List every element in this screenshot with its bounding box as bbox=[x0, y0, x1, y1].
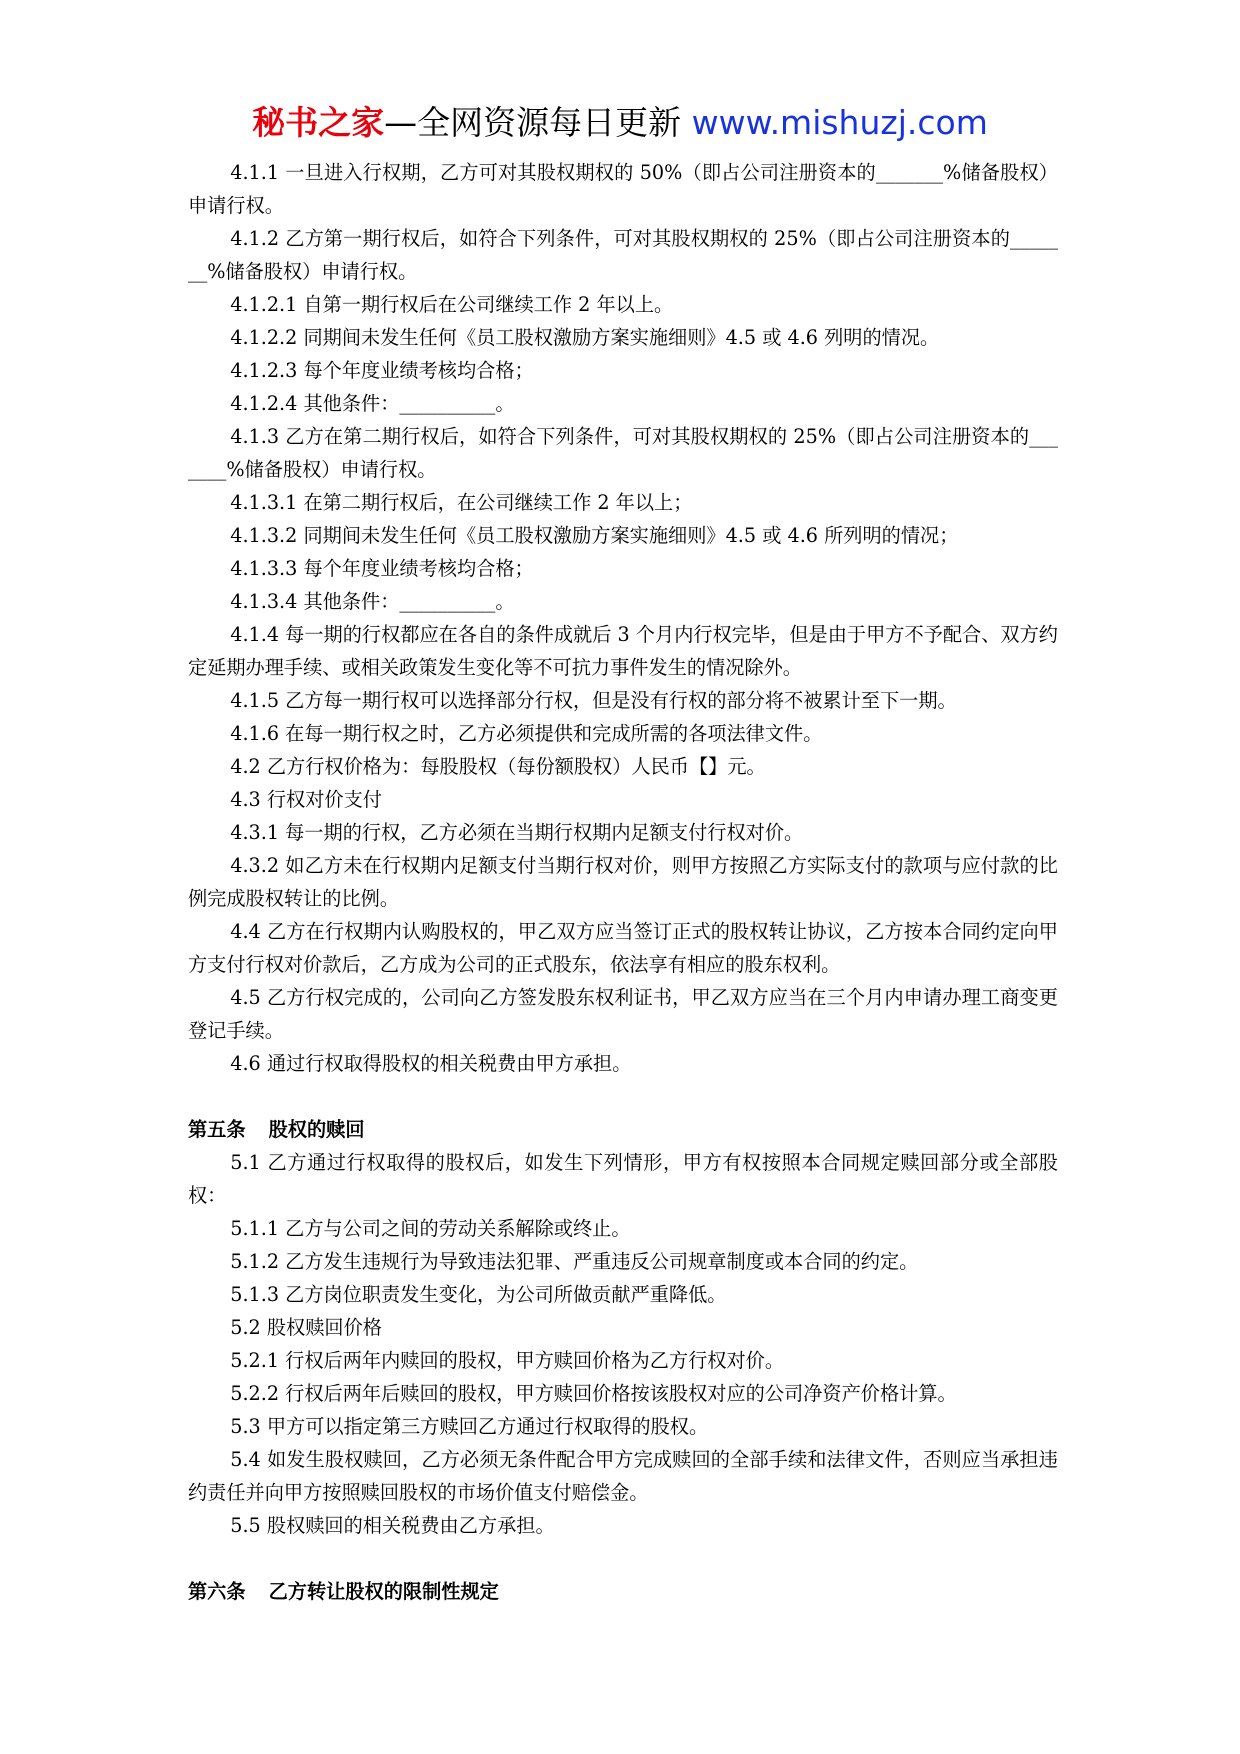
clause-4-1-6: 4.1.6 在每一期行权之时，乙方必须提供和完成所需的各项法律文件。 bbox=[230, 722, 823, 745]
clause-4-4: 4.4 乙方在行权期内认购股权的，甲乙双方应当签订正式的股权转让协议，乙方按本合同约定向甲方支付行权对价款后，乙方成为公司的正式股东，依法享有相应的股东权利。 bbox=[188, 920, 1058, 976]
clause-5-1-3: 5.1.3 乙方岗位职责发生变化，为公司所做贡献严重降低。 bbox=[230, 1283, 727, 1306]
clause-4-1-3-1: 4.1.3.1 在第二期行权后，在公司继续工作 2 年以上； bbox=[230, 491, 693, 514]
clause-4-6: 4.6 通过行权取得股权的相关税费由甲方承担。 bbox=[230, 1052, 632, 1075]
section-5-number: 第五条 bbox=[188, 1118, 246, 1141]
clause-5-1: 5.1 乙方通过行权取得的股权后，如发生下列情形，甲方有权按照本合同规定赎回部分或全部股权： bbox=[188, 1151, 1058, 1207]
section-5-heading bbox=[188, 1113, 1058, 1146]
clause-5-2: 5.2 股权赎回价格 bbox=[230, 1316, 382, 1339]
clause-5-2-2: 5.2.2 行权后两年后赎回的股权，甲方赎回价格按该股权对应的公司净资产价格计算。 bbox=[230, 1382, 957, 1405]
watermark-tagline: —全网资源每日更新 bbox=[384, 103, 692, 142]
clause-4-1-1: 4.1.1 一旦进入行权期，乙方可对其股权期权的 50%（即占公司注册资本的_______%储备股权）申请行权。 bbox=[188, 161, 1058, 217]
clause-5-1-2: 5.1.2 乙方发生违规行为导致违法犯罪、严重违反公司规章制度或本合同的约定。 bbox=[230, 1250, 919, 1273]
clause-4-1-2-2: 4.1.2.2 同期间未发生任何《员工股权激励方案实施细则》4.5 或 4.6 列明的情况。 bbox=[230, 326, 940, 349]
clause-5-3: 5.3 甲方可以指定第三方赎回乙方通过行权取得的股权。 bbox=[230, 1415, 709, 1438]
watermark-banner bbox=[0, 100, 1240, 146]
clause-4-3-2: 4.3.2 如乙方未在行权期内足额支付当期行权对价，则甲方按照乙方实际支付的款项与应付款的比例完成股权转让的比例。 bbox=[188, 854, 1058, 910]
watermark-brand: 秘书之家 bbox=[252, 103, 385, 142]
document-body bbox=[188, 156, 1058, 1608]
clause-4-1-3-4: 4.1.3.4 其他条件：__________。 bbox=[230, 590, 515, 613]
clause-4-1-4: 4.1.4 每一期的行权都应在各自的条件成就后 3 个月内行权完毕，但是由于甲方不予配合、双方约定延期办理手续、或相关政策发生变化等不可抗力事件发生的情况除外。 bbox=[188, 623, 1058, 679]
clause-4-1-2: 4.1.2 乙方第一期行权后，如符合下列条件，可对其股权期权的 25%（即占公司注册资本的_______%储备股权）申请行权。 bbox=[188, 227, 1058, 283]
section-5-title: 股权的赎回 bbox=[268, 1118, 365, 1141]
clause-4-1-3-3: 4.1.3.3 每个年度业绩考核均合格； bbox=[230, 557, 534, 580]
clause-4-3: 4.3 行权对价支付 bbox=[230, 788, 382, 811]
clause-4-1-3-2: 4.1.3.2 同期间未发生任何《员工股权激励方案实施细则》4.5 或 4.6 所列明的情况； bbox=[230, 524, 959, 547]
clause-4-2: 4.2 乙方行权价格为：每股股权（每份额股权）人民币【】元。 bbox=[230, 755, 766, 778]
clause-4-1-5: 4.1.5 乙方每一期行权可以选择部分行权，但是没有行权的部分将不被累计至下一期。 bbox=[230, 689, 957, 712]
clause-4-1-3: 4.1.3 乙方在第二期行权后，如符合下列条件，可对其股权期权的 25%（即占公司注册资本的_______%储备股权）申请行权。 bbox=[188, 425, 1058, 481]
section-6-heading bbox=[188, 1575, 1058, 1608]
clause-4-5: 4.5 乙方行权完成的，公司向乙方签发股东权利证书，甲乙双方应当在三个月内申请办理工商变更登记手续。 bbox=[188, 986, 1058, 1042]
clause-4-1-2-1: 4.1.2.1 自第一期行权后在公司继续工作 2 年以上。 bbox=[230, 293, 674, 316]
clause-4-3-1: 4.3.1 每一期的行权，乙方必须在当期行权期内足额支付行权对价。 bbox=[230, 821, 804, 844]
clause-4-1-2-3: 4.1.2.3 每个年度业绩考核均合格； bbox=[230, 359, 534, 382]
clause-5-5: 5.5 股权赎回的相关税费由乙方承担。 bbox=[230, 1514, 555, 1537]
clause-5-1-1: 5.1.1 乙方与公司之间的劳动关系解除或终止。 bbox=[230, 1217, 631, 1240]
watermark-url: www.mishuzj.com bbox=[691, 103, 988, 142]
section-6-number: 第六条 bbox=[188, 1580, 246, 1603]
section-6-title: 乙方转让股权的限制性规定 bbox=[268, 1580, 499, 1603]
clause-5-2-1: 5.2.1 行权后两年内赎回的股权，甲方赎回价格为乙方行权对价。 bbox=[230, 1349, 785, 1372]
clause-4-1-2-4: 4.1.2.4 其他条件：__________。 bbox=[230, 392, 515, 415]
clause-5-4: 5.4 如发生股权赎回，乙方必须无条件配合甲方完成赎回的全部手续和法律文件，否则应当承担违约责任并向甲方按照赎回股权的市场价值支付赔偿金。 bbox=[188, 1448, 1058, 1504]
